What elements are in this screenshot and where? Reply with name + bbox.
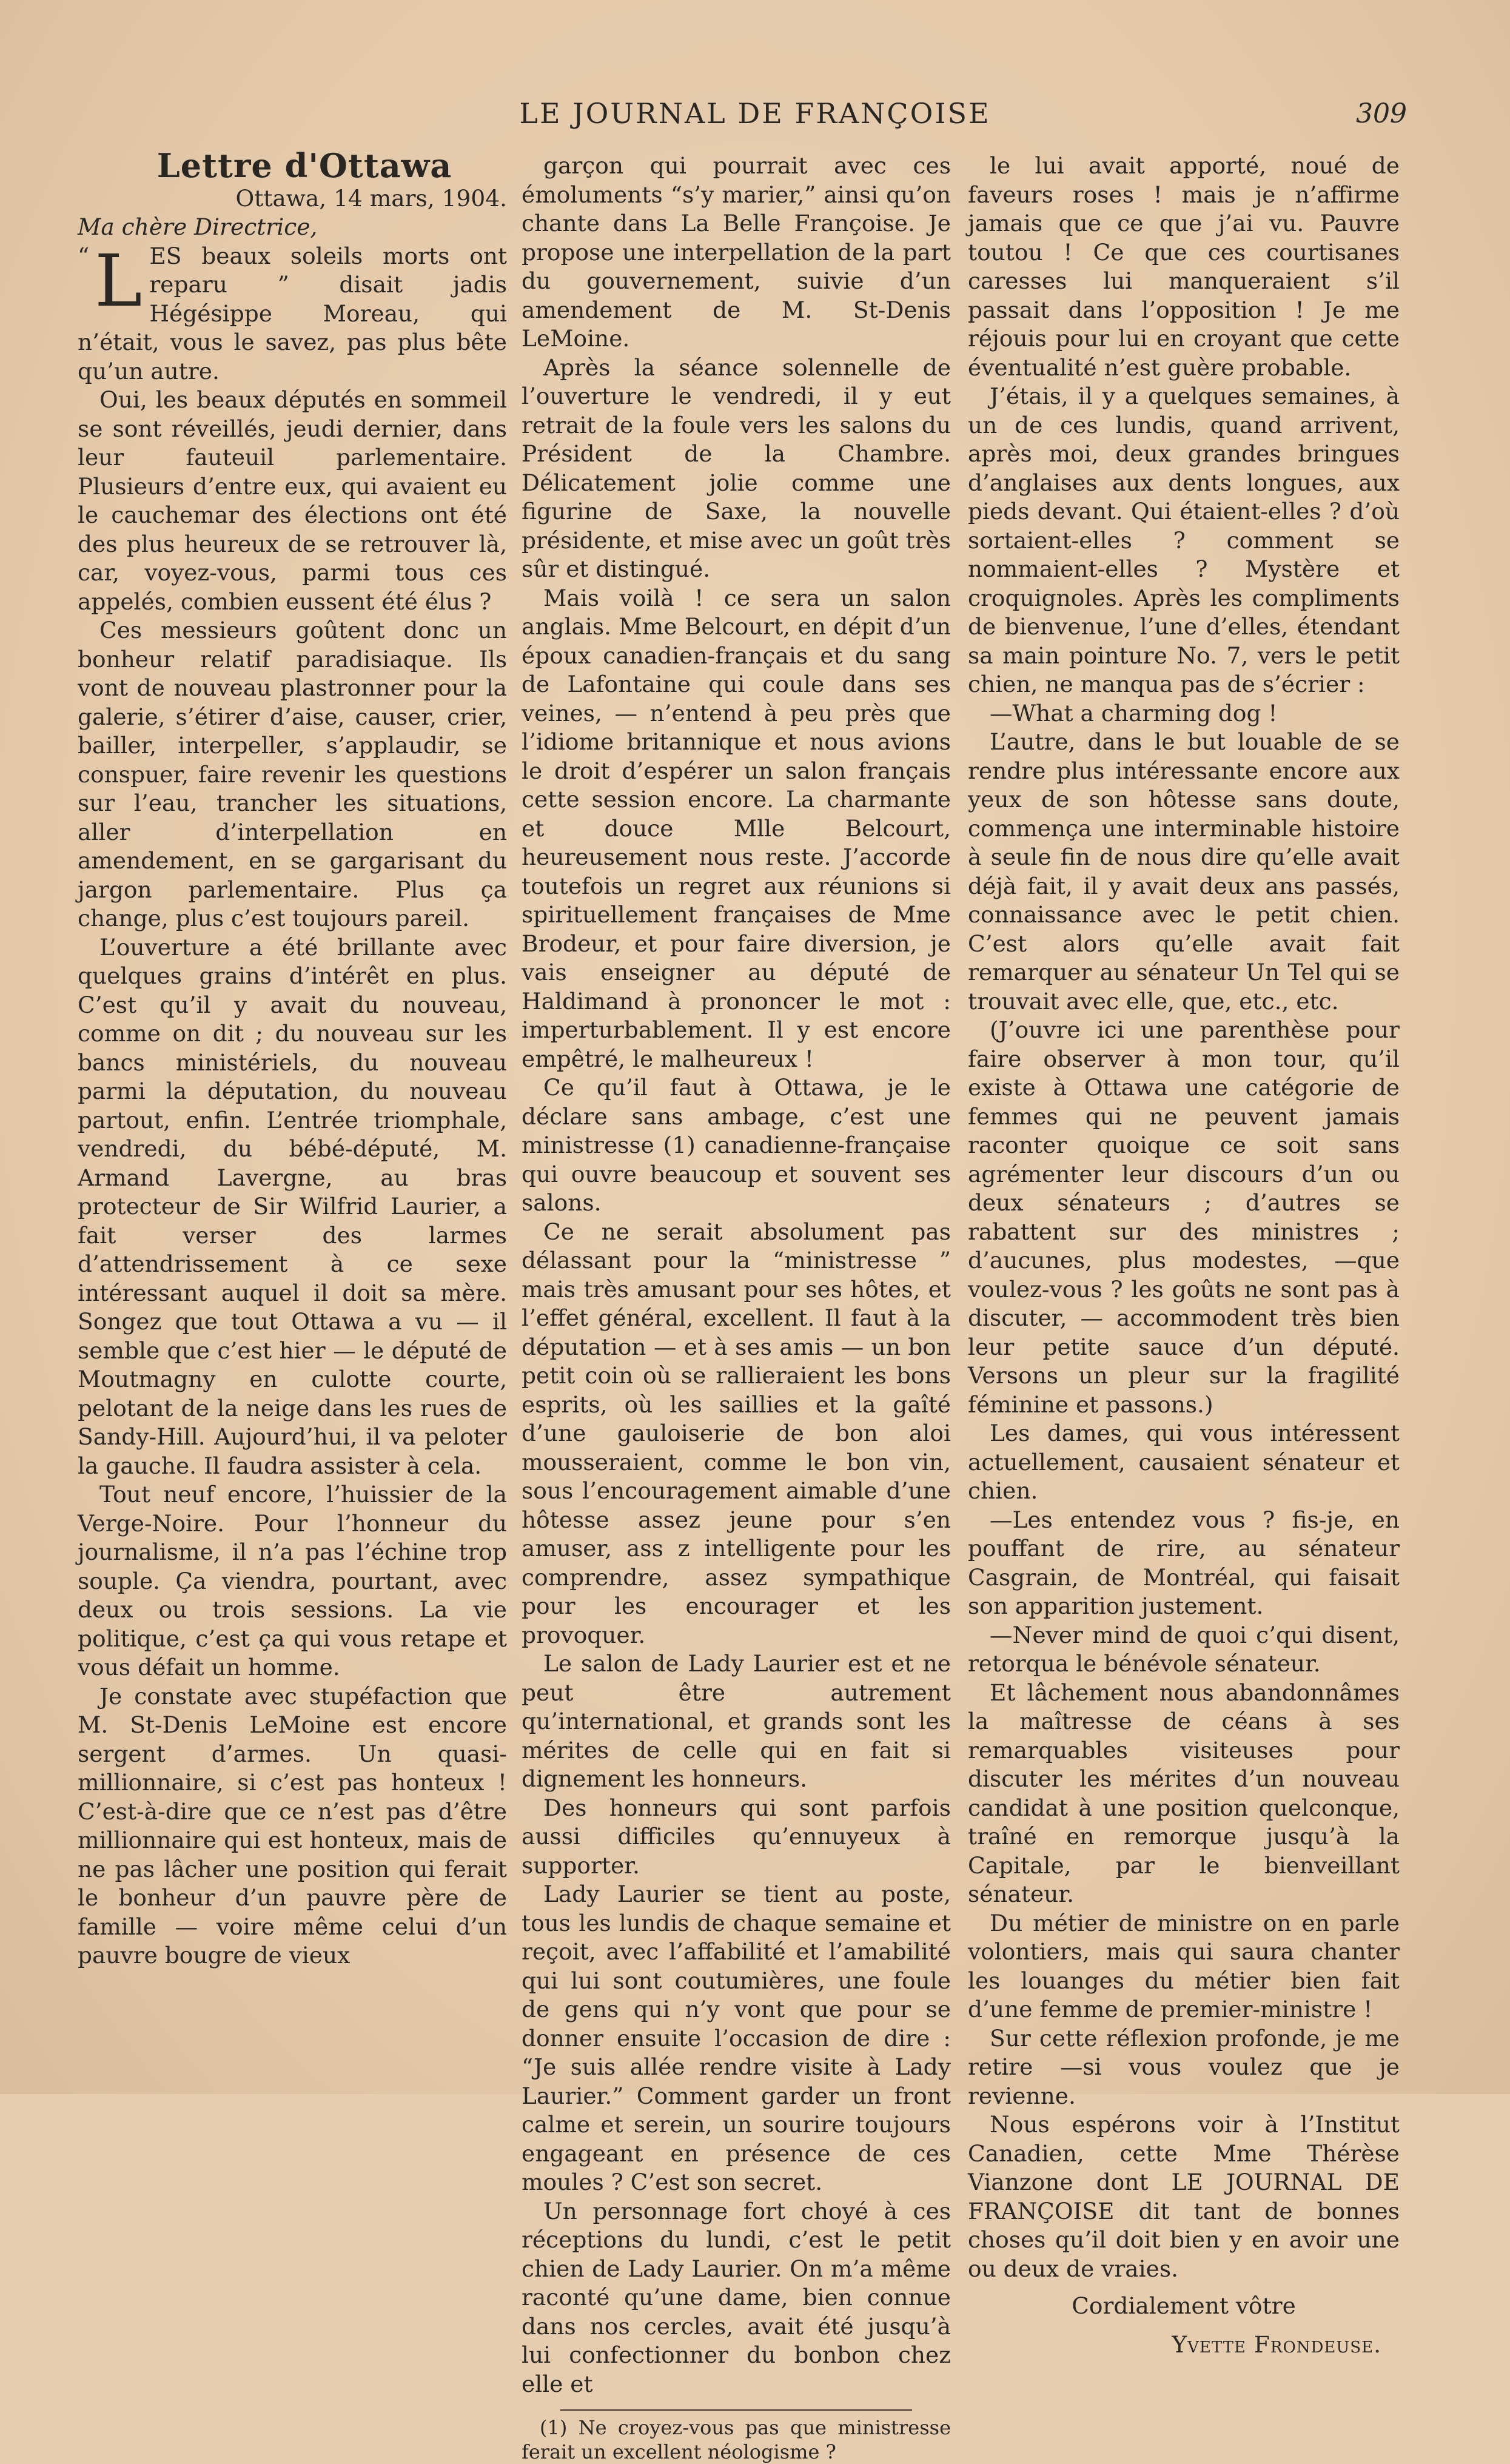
opening-paragraph [78, 238, 507, 386]
column-1 [78, 146, 507, 1970]
running-head [0, 97, 1510, 133]
paragraph: Tout neuf encore, l’huissier de la Verge-Noire. Pour l’honneur du journalisme, il n’a pas l’échine trop souple. Ça viendra, pourtant, avec deux ou trois sessions. La vie politique, c’est ça qui vous retape et vous défait un homme. [78, 1481, 507, 1680]
paragraph: Je constate avec stupéfaction que M. St-Denis LeMoine est encore sergent d’armes. Un quasi-millionnaire, si c’est pas honteux ! C’est-à-dire que ce n’est pas d’être millionnaire qui est honteux, mais de ne pas lâcher une position qui ferait le bonheur d’un pauvre père de famille — voire même celui d’un pauvre bougre de vieux [78, 1682, 507, 1969]
opening-quote: “ [78, 242, 90, 269]
paragraph: L’ouverture a été brillante avec quelques grains d’intérêt en plus. C’est qu’il y avait du nouveau, comme on dit ; du nouveau sur les bancs ministériels, du nouveau parmi la députation, du nouveau partout, enfin. L’entrée triomphale, vendredi, du bébé-député, M. Armand Lavergne, au bras protecteur de Sir Wilfrid Laurier, a fait verser des larmes d’attendrissement à ce sexe intéressant auquel il doit sa mère. Songez que tout Ottawa a vu — il semble que c’est hier — le député de Moutmagny en culotte courte, pelotant de la neige dans les rues de Sandy-Hill. Aujourd’hui, il va peloter la gauche. Il faudra assister à cela. [78, 933, 507, 1479]
column-3 [968, 152, 1400, 2359]
paragraph: Ce qu’il faut à Ottawa, je le déclare sans ambage, c’est une ministresse (1) canadienne-française qui ouvre beaucoup et souvent ses salons. [522, 1074, 951, 1216]
paragraph: Sur cette réflexion profonde, je me retire —si vous voulez que je revienne. [968, 2024, 1400, 2109]
paragraph: Le salon de Lady Laurier est et ne peut être autrement qu’international, et grands sont les mérites de celle qui en fait si dignement les honneurs. [522, 1650, 951, 1792]
dateline: Ottawa, 14 mars, 1904. [235, 184, 507, 212]
paragraph: Et lâchement nous abandonnâmes la maîtresse de céans à ses remarquables visiteuses pour discuter les mérites d’un nouveau candidat à une position quelconque, traîné en remorque jusqu’à la Capitale, par le bienveillant sénateur. [968, 1679, 1400, 1907]
paragraph: Des honneurs qui sont parfois aussi difficiles qu’ennuyeux à supporter. [522, 1794, 951, 1879]
paragraph: —What a charming dog ! [990, 699, 1278, 727]
paragraph: Mais voilà ! ce sera un salon anglais. Mme Belcourt, en dépit d’un époux canadien-français et du sang de Lafontaine qui coule dans ses veines, — n’entend à peu près que l’idiome britannique et nous avions le droit d’espérer un salon français cette session encore. La charmante et douce Mlle Belcourt, heureusement nous reste. J’accorde toutefois un regret aux réunions si spirituellement françaises de Mme Brodeur, et pour faire diversion, je vais enseigner au député de Haldimand à prononcer le mot : imperturbablement. Il y est encore empêtré, le malheureux ! [522, 584, 951, 1072]
signature: Yvette Frondeuse. [1172, 2331, 1381, 2358]
paragraph: J’étais, il y a quelques semaines, à un de ces lundis, quand arrivent, après moi, deux grandes bringues d’anglaises aux dents longues, aux pieds devant. Qui étaient-elles ? d’où sortaient-elles ? comment se nommaient-elles ? Mystère et croquignoles. Après les compliments de bienvenue, l’une d’elles, étendant sa main pointure No. 7, vers le petit chien, ne manqua pas de s’écrier : [968, 383, 1400, 697]
paragraph: Un personnage fort choyé à ces réceptions du lundi, c’est le petit chien de Lady Laurier. On m’a même raconté qu’une dame, bien connue dans nos cercles, avait été jusqu’à lui confectionner du bonbon chez elle et [522, 2197, 951, 2397]
footnote: (1) Ne croyez-vous pas que ministresse ferait un excellent néologisme ? [522, 2416, 951, 2463]
paragraph: —Les entendez vous ? fis-je, en pouffant de rire, au sénateur Casgrain, de Montréal, qui faisait son apparition justement. [968, 1506, 1400, 1619]
paragraph: Du métier de ministre on en parle volontiers, mais qui saura chanter les louanges du métier bien fait d’une femme de premier-ministre ! [968, 1909, 1400, 2023]
salutation: Ma chère Directrice, [78, 213, 318, 240]
column-2-body [522, 152, 951, 2399]
journal-title: LE JOURNAL DE FRANÇOISE [519, 97, 991, 130]
drop-cap-letter: L [95, 238, 143, 323]
paragraph: garçon qui pourrait avec ces émoluments “s’y marier,” ainsi qu’on chante dans La Belle Françoise. Je propose une interpellation de la part du gouvernement, suivie d’un amendement de M. St-Denis LeMoine. [522, 152, 951, 352]
column-3-body [968, 152, 1400, 2283]
paragraph: Ces messieurs goûtent donc un bonheur relatif paradisiaque. Ils vont de nouveau plastronner pour la galerie, s’étirer d’aise, causer, crier, bailler, interpeller, s’applaudir, se conspuer, faire revenir les questions sur l’eau, trancher les situations, aller d’interpellation en amendement, en se gargarisant du jargon parlementaire. Plus ça change, plus c’est toujours pareil. [78, 617, 507, 932]
closing-line: Cordialement vôtre [1072, 2292, 1296, 2319]
column-1-body [78, 386, 507, 1970]
paragraph: le lui avait apporté, noué de faveurs roses ! mais je n’affirme jamais que ce que j’ai vu. Pauvre toutou ! Ce que ces courtisanes caresses lui manqueraient s’il passait dans l’opposition ! Je me réjouis pour lui en croyant que cette éventualité n’est guère probable. [968, 152, 1400, 381]
paragraph: Ce ne serait absolument pas délassant pour la “ministresse ” mais très amusant pour ses hôtes, et l’effet général, excellent. Il faut à la députation — et à ses amis — un bon petit coin où se rallieraient les bons esprits, où les saillies et la gaîté d’une gauloiserie de bon aloi mousseraient, comme le bon vin, sous l’encouragement aimable d’une hôtesse assez jeune pour s’en amuser, ass z intelligente pour les comprendre, assez sympathique pour les encourager et les provoquer. [522, 1218, 951, 1648]
paragraph: L’autre, dans le but louable de se rendre plus intéressante encore aux yeux de son hôtesse sans doute, commença une interminable histoire à seule fin de nous dire qu’elle avait déjà fait, il y avait deux ans passés, connaissance avec le petit chien. C’est alors qu’elle avait fait remarquer au sénateur Un Tel qui se trouvait avec elle, que, etc., etc. [968, 728, 1400, 1015]
paragraph: Oui, les beaux députés en sommeil se sont réveillés, jeudi dernier, dans leur fauteuil parlementaire. Plusieurs d’entre eux, qui avaient eu le cauchemar des élections ont été des plus heureux de se retrouver là, car, voyez-vous, parmi tous ces appelés, combien eussent été élus ? [78, 386, 507, 615]
column-2 [522, 152, 951, 2464]
page-number: 309 [1356, 98, 1407, 129]
paragraph: Lady Laurier se tient au poste, tous les lundis de chaque semaine et reçoit, avec l’affabilité et l’amabilité qui lui sont coutumières, une foule de gens qui n’y vont que pour se donner ensuite l’occasion de dire : “Je suis allée rendre visite à Lady Laurier.” Comment garder un front calme et serein, un sourire toujours engageant en présence de ces moules ? C’est son secret. [522, 1881, 951, 2195]
footnote-rule [560, 2409, 913, 2411]
paragraph: Nous espérons voir à l’Institut Canadien, cette Mme Thérèse Vianzone dont LE JOURNAL DE FRANÇOISE dit tant de bonnes choses qu’il doit bien y en avoir une ou deux de vraies. [968, 2111, 1400, 2282]
paragraph: Après la séance solennelle de l’ouverture le vendredi, il y eut retrait de la foule vers les salons du Président de la Chambre. Délicatement jolie comme une figurine de Saxe, la nouvelle présidente, et mise avec un goût très sûr et distingué. [522, 354, 951, 582]
opening-text: ES beaux soleils morts ont reparu ” disait jadis Hégésippe Moreau, qui n’était, vous le savez, pas plus bête qu’un autre. [78, 242, 507, 384]
article-heading: Lettre d'Ottawa [156, 146, 452, 185]
paragraph: (J’ouvre ici une parenthèse pour faire observer à mon tour, qu’il existe à Ottawa une catégorie de femmes qui ne peuvent jamais raconter quoique ce soit sans agrémenter leur discours d’un ou deux sénateurs ; d’autres se rabattent sur des ministres ; d’aucunes, plus modestes, —que voulez-vous ? les goûts ne sont pas à discuter, — accommodent très bien leur petite sauce d’un député. Versons un pleur sur la fragilité féminine et passons.) [968, 1016, 1400, 1418]
paragraph: Les dames, qui vous intéressent actuellement, causaient sénateur et chien. [968, 1420, 1400, 1504]
paragraph: —Never mind de quoi c’qui disent, retorqua le bénévole sénateur. [968, 1621, 1400, 1677]
